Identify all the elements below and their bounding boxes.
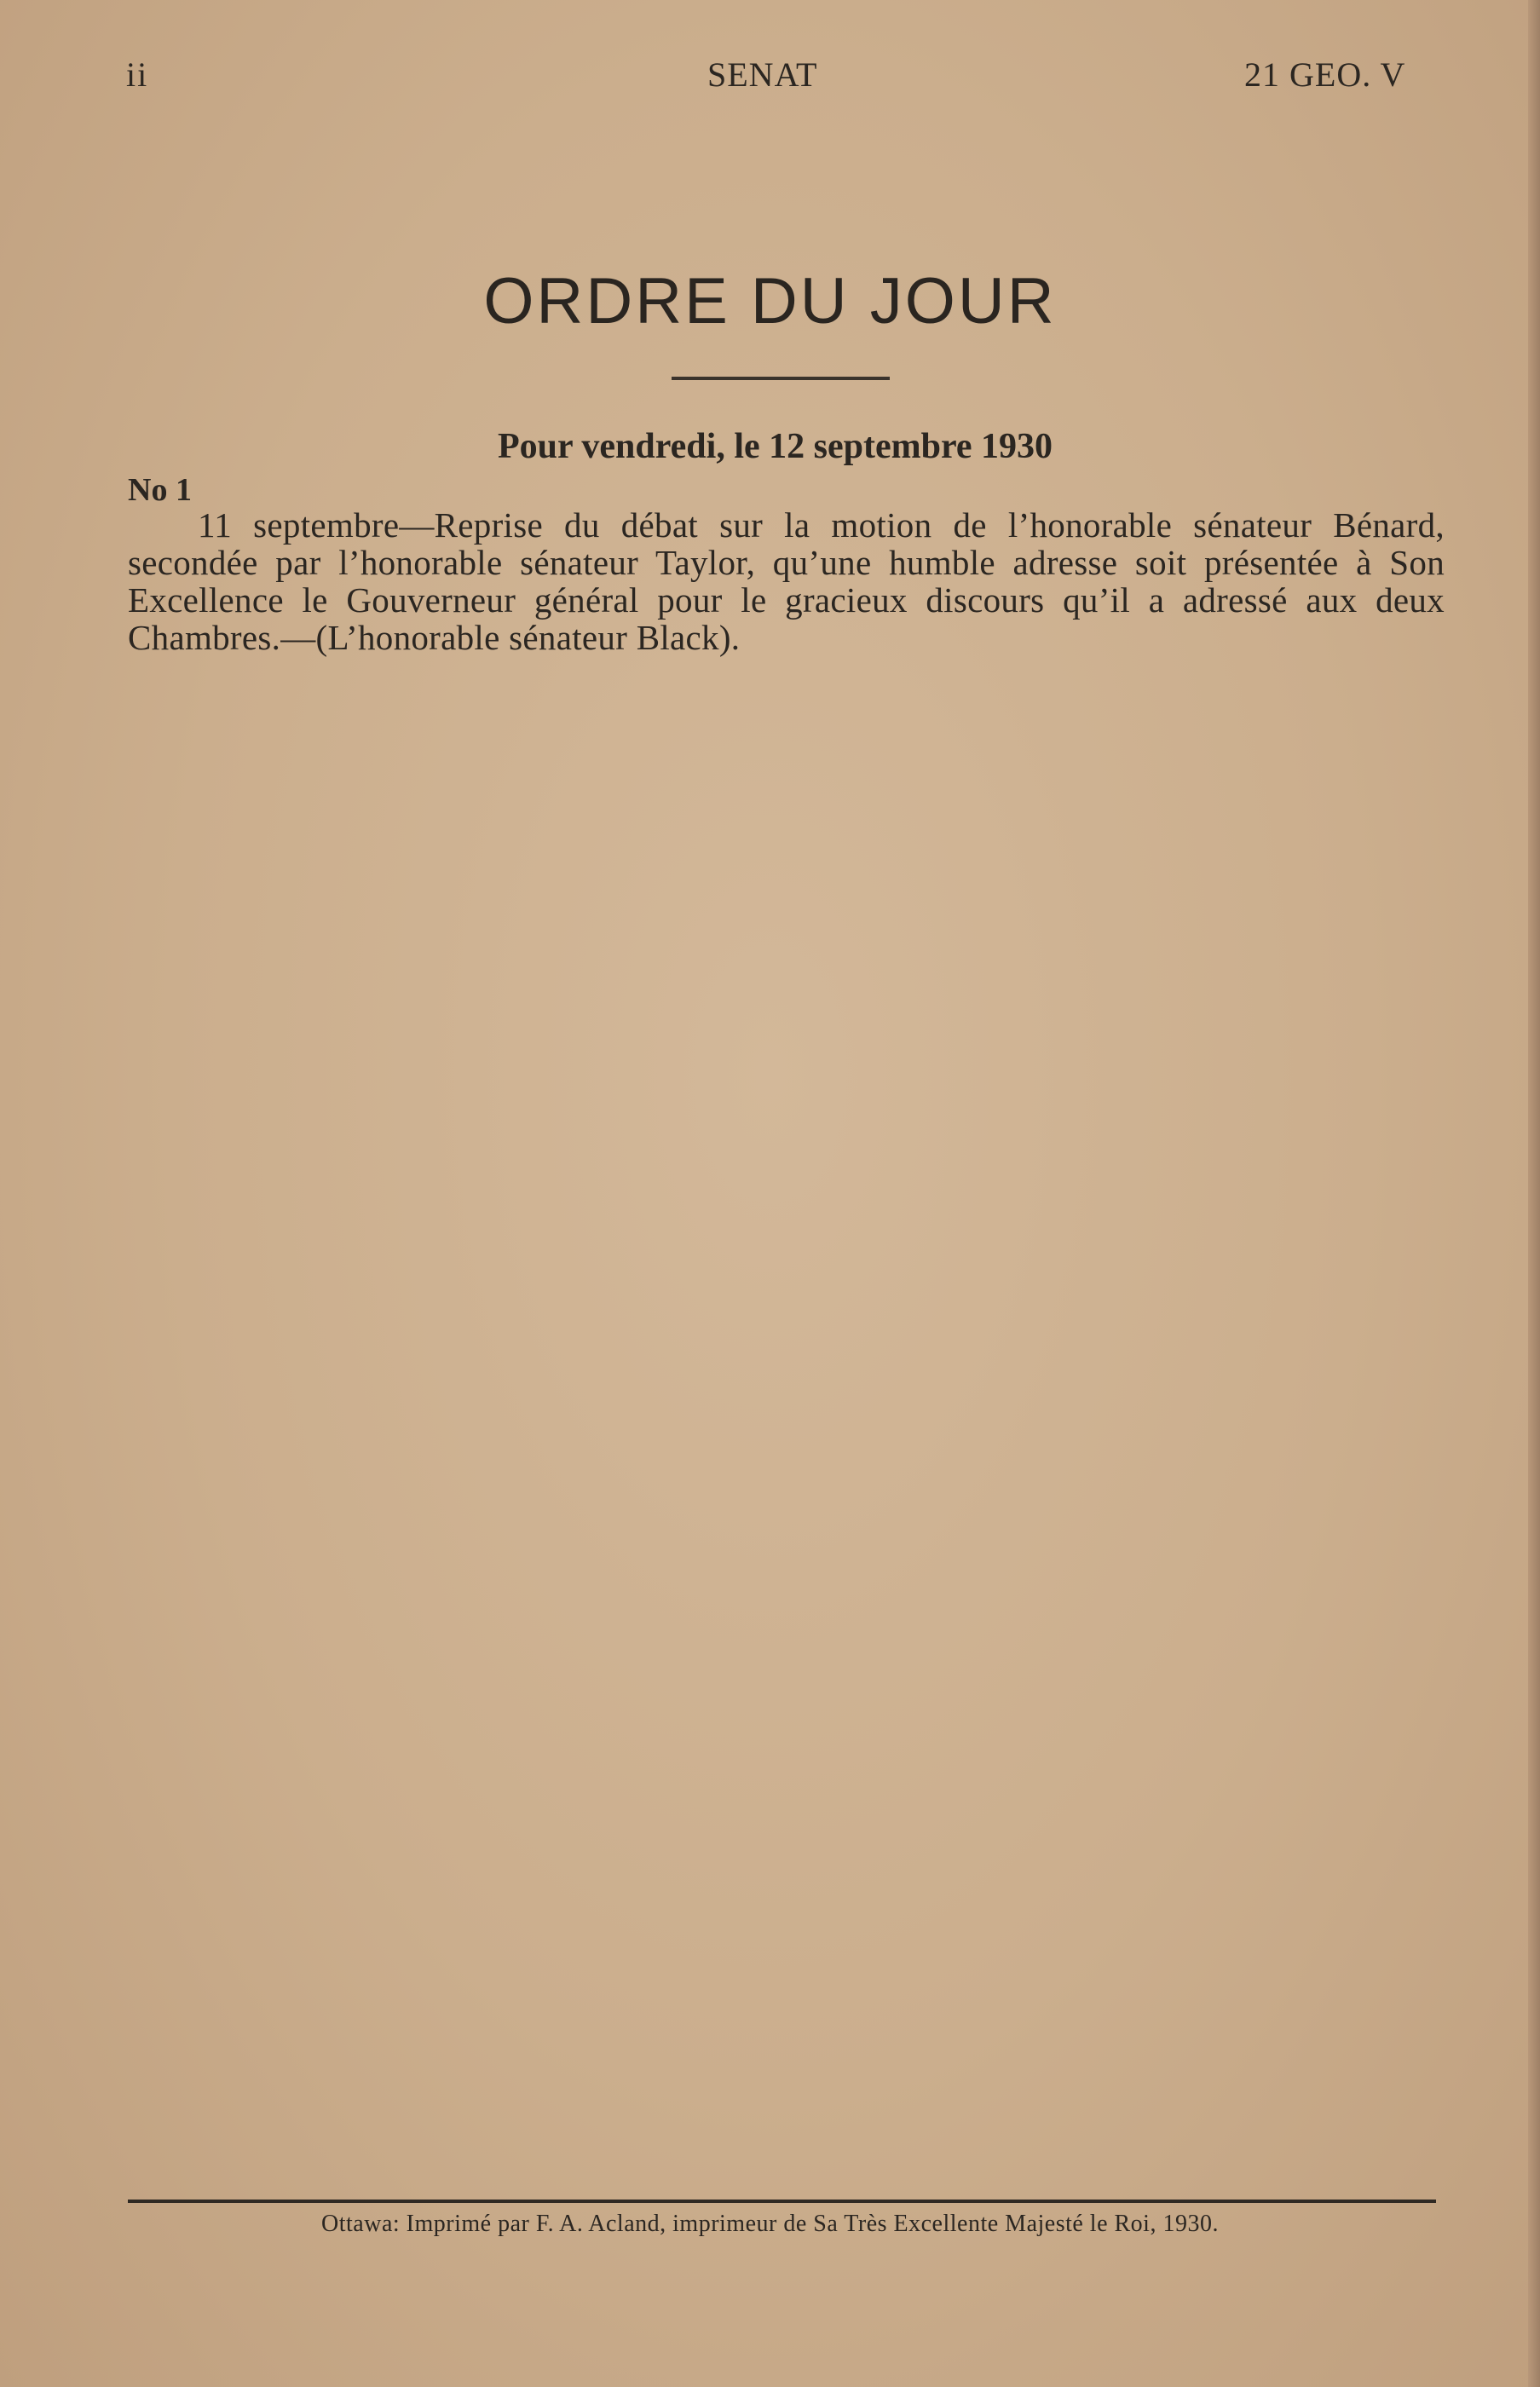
page-number: ii [126, 55, 149, 94]
title-divider [672, 377, 890, 380]
order-item-number: No 1 [128, 472, 192, 508]
running-header-chamber: SENAT [707, 55, 818, 94]
page-edge [1528, 0, 1540, 2387]
running-header-session: 21 GEO. V [1244, 55, 1406, 94]
order-item-text: 11 septembre—Reprise du débat sur la motion de l’honorable sénateur Bénard, secondée par l’honorable sénateur Taylor, qu’une humble adresse soit présentée à Son Excellence le Gouverneur général pour le gracieux discours qu’il a adressé aux deux Chambres.—(L’honorable sénateur Black). [128, 505, 1445, 657]
footer-divider [128, 2200, 1436, 2203]
date-heading: Pour vendredi, le 12 septembre 1930 [498, 427, 1053, 466]
page-title: ORDRE DU JOUR [483, 265, 1057, 337]
printer-imprint: Ottawa: Imprimé par F. A. Acland, imprimeur de Sa Très Excellente Majesté le Roi, 1930. [321, 2211, 1219, 2237]
